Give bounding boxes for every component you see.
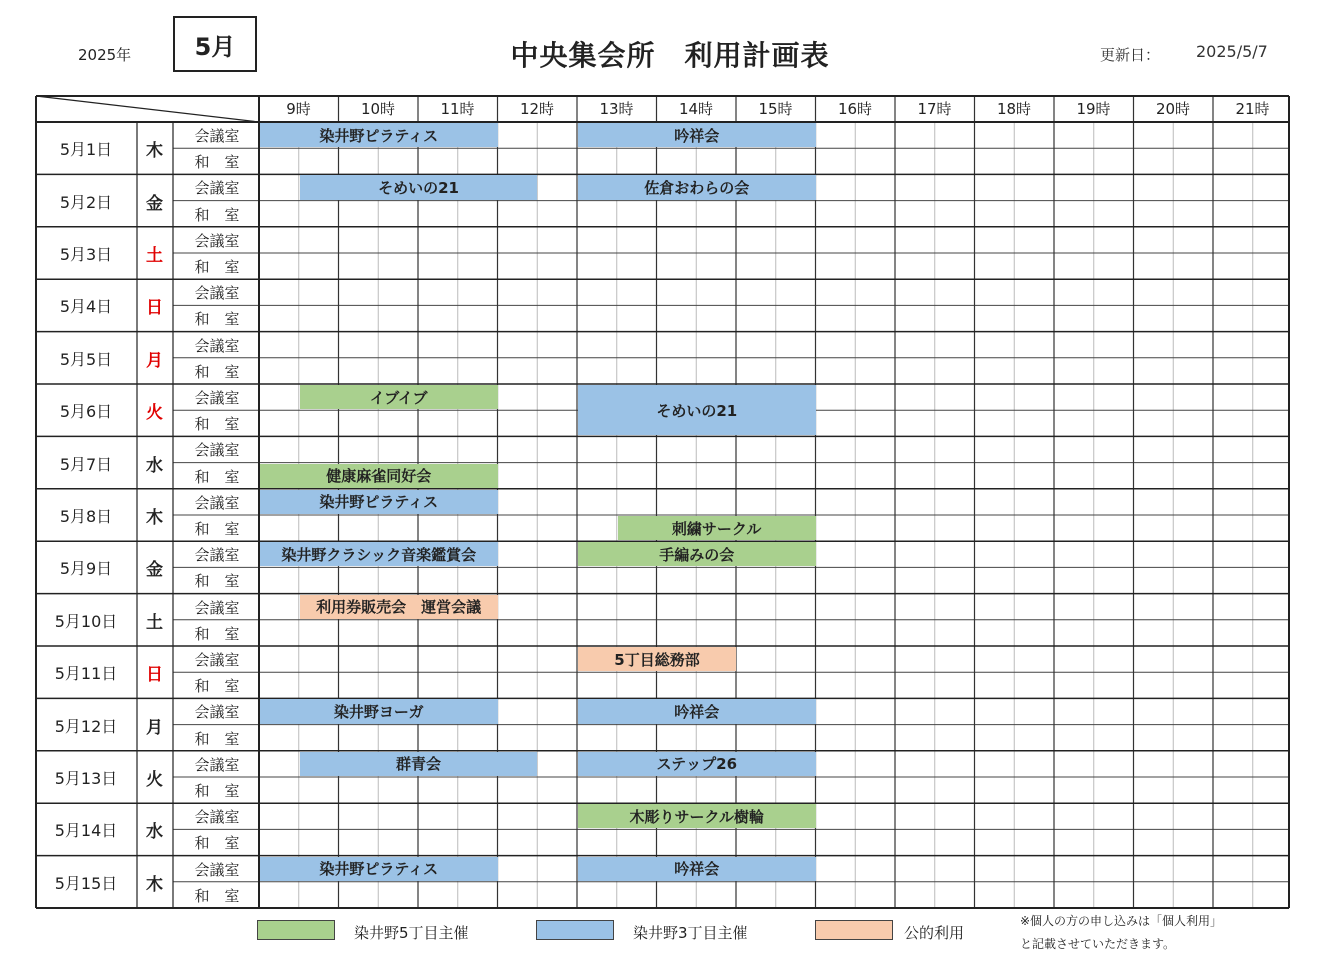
weekday-label: 土 bbox=[146, 612, 163, 633]
hour-label: 17時 bbox=[917, 100, 952, 118]
hour-label: 14時 bbox=[678, 100, 714, 118]
room-label-meeting: 会議室 bbox=[194, 231, 240, 250]
room-label-washitsu: 和 室 bbox=[194, 153, 240, 172]
room-label-meeting: 会議室 bbox=[194, 179, 240, 198]
legend-label-orange: 公的利用 bbox=[904, 924, 965, 942]
room-label-meeting: 会議室 bbox=[194, 546, 240, 565]
room-label-meeting: 会議室 bbox=[194, 493, 240, 512]
updated-date: 2025/5/7 bbox=[1196, 42, 1268, 61]
booking-bar: 染井野ピラティス bbox=[260, 490, 498, 514]
room-label-meeting: 会議室 bbox=[194, 651, 240, 669]
booking-bar: 染井野ピラティス bbox=[260, 857, 498, 881]
booking-bar: ステップ26 bbox=[578, 752, 816, 776]
date-label: 5月9日 bbox=[59, 559, 113, 579]
booking-bar: 群青会 bbox=[300, 752, 538, 776]
date-label: 5月6日 bbox=[59, 402, 113, 422]
room-label-washitsu: 和 室 bbox=[194, 834, 240, 853]
hour-label: 18時 bbox=[996, 100, 1032, 118]
booking-bar: 利用券販売会 運営会議 bbox=[300, 595, 498, 619]
hour-label: 21時 bbox=[1235, 100, 1270, 118]
hour-label: 16時 bbox=[837, 100, 873, 118]
hour-label: 15時 bbox=[758, 100, 793, 118]
hour-label: 9時 bbox=[286, 100, 311, 118]
room-label-meeting: 会議室 bbox=[194, 284, 240, 303]
room-label-washitsu: 和 室 bbox=[194, 520, 240, 538]
date-label: 5月15日 bbox=[54, 873, 118, 893]
room-label-washitsu: 和 室 bbox=[194, 729, 240, 748]
weekday-label: 火 bbox=[146, 770, 163, 790]
date-label: 5月12日 bbox=[54, 716, 118, 736]
date-label: 5月2日 bbox=[59, 192, 113, 212]
booking-bar: 染井野クラシック音楽鑑賞会 bbox=[260, 542, 498, 566]
page-title: 中央集会所 利用計画表 bbox=[510, 39, 830, 72]
weekday-label: 水 bbox=[146, 822, 163, 843]
date-label: 5月10日 bbox=[54, 611, 118, 631]
legend-label-blue: 染井野3丁目主催 bbox=[633, 924, 748, 942]
hour-label: 12時 bbox=[519, 100, 555, 118]
room-label-washitsu: 和 室 bbox=[194, 258, 240, 276]
booking-bar: 手編みの会 bbox=[578, 542, 816, 566]
date-label: 5月8日 bbox=[59, 507, 113, 526]
note-line-1: ※個人の方の申し込みは「個人利用」 bbox=[1020, 914, 1223, 928]
room-label-washitsu: 和 室 bbox=[194, 886, 240, 905]
room-label-washitsu: 和 室 bbox=[194, 677, 240, 696]
booking-bar: 佐倉おわらの会 bbox=[578, 175, 816, 199]
weekday-label: 日 bbox=[146, 298, 163, 319]
date-label: 5月13日 bbox=[54, 769, 118, 788]
room-label-washitsu: 和 室 bbox=[194, 310, 240, 329]
date-label: 5月3日 bbox=[59, 245, 113, 264]
weekday-label: 日 bbox=[146, 665, 163, 686]
weekday-label: 火 bbox=[146, 403, 163, 424]
weekday-label: 水 bbox=[146, 455, 163, 476]
year-label: 2025年 bbox=[78, 46, 132, 64]
weekday-label: 土 bbox=[146, 246, 163, 266]
hour-label: 13時 bbox=[599, 100, 634, 118]
date-label: 5月4日 bbox=[59, 297, 113, 317]
room-label-meeting: 会議室 bbox=[194, 755, 240, 774]
room-label-washitsu: 和 室 bbox=[194, 205, 240, 224]
booking-bar: 5丁目総務部 bbox=[578, 647, 736, 671]
room-label-washitsu: 和 室 bbox=[194, 467, 240, 486]
hour-label: 20時 bbox=[1155, 100, 1191, 118]
legend-swatch-blue bbox=[536, 920, 614, 940]
booking-bar: そめいの21 bbox=[300, 175, 538, 199]
updated-label: 更新日： bbox=[1100, 46, 1161, 64]
room-label-meeting: 会議室 bbox=[194, 860, 240, 879]
date-label: 5月11日 bbox=[54, 664, 118, 684]
weekday-label: 木 bbox=[146, 874, 163, 895]
legend-swatch-orange bbox=[815, 920, 893, 940]
weekday-label: 木 bbox=[146, 141, 163, 162]
date-label: 5月1日 bbox=[59, 140, 113, 160]
room-label-washitsu: 和 室 bbox=[194, 782, 240, 800]
weekday-label: 月 bbox=[146, 717, 163, 738]
hour-label: 19時 bbox=[1076, 100, 1111, 118]
room-label-meeting: 会議室 bbox=[194, 703, 240, 722]
booking-bar: 刺繍サークル bbox=[618, 516, 816, 540]
booking-bar: 染井野ヨーガ bbox=[260, 699, 498, 723]
weekday-label: 月 bbox=[146, 350, 163, 371]
booking-bar: イブイブ bbox=[300, 385, 498, 409]
legend-label-green: 染井野5丁目主催 bbox=[354, 924, 469, 942]
weekday-label: 金 bbox=[146, 193, 163, 214]
month-box: 5月 bbox=[173, 16, 257, 72]
room-label-meeting: 会議室 bbox=[194, 441, 240, 460]
room-label-meeting: 会議室 bbox=[194, 598, 240, 617]
weekday-label: 木 bbox=[146, 508, 163, 528]
hour-label: 11時 bbox=[440, 100, 475, 118]
booking-bar: 吟祥会 bbox=[578, 699, 816, 723]
booking-bar: 吟祥会 bbox=[578, 123, 816, 147]
room-label-washitsu: 和 室 bbox=[194, 624, 240, 643]
date-label: 5月7日 bbox=[59, 454, 113, 474]
booking-bar: そめいの21 bbox=[578, 385, 816, 435]
room-label-meeting: 会議室 bbox=[194, 336, 240, 355]
room-label-meeting: 会議室 bbox=[194, 808, 240, 827]
room-label-meeting: 会議室 bbox=[194, 127, 240, 145]
room-label-meeting: 会議室 bbox=[194, 389, 240, 407]
booking-bar: 木彫りサークル樹輪 bbox=[578, 804, 816, 828]
date-label: 5月5日 bbox=[59, 349, 113, 369]
booking-bar: 健康麻雀同好会 bbox=[260, 464, 498, 488]
legend-swatch-green bbox=[257, 920, 335, 940]
note-line-2: と記載させていただきます。 bbox=[1020, 937, 1176, 951]
room-label-washitsu: 和 室 bbox=[194, 362, 240, 381]
date-label: 5月14日 bbox=[54, 821, 118, 841]
booking-bar: 吟祥会 bbox=[578, 857, 816, 881]
room-label-washitsu: 和 室 bbox=[194, 572, 240, 591]
hour-label: 10時 bbox=[360, 100, 396, 118]
room-label-washitsu: 和 室 bbox=[194, 415, 240, 434]
booking-bar: 染井野ピラティス bbox=[260, 123, 498, 147]
weekday-label: 金 bbox=[146, 560, 163, 581]
